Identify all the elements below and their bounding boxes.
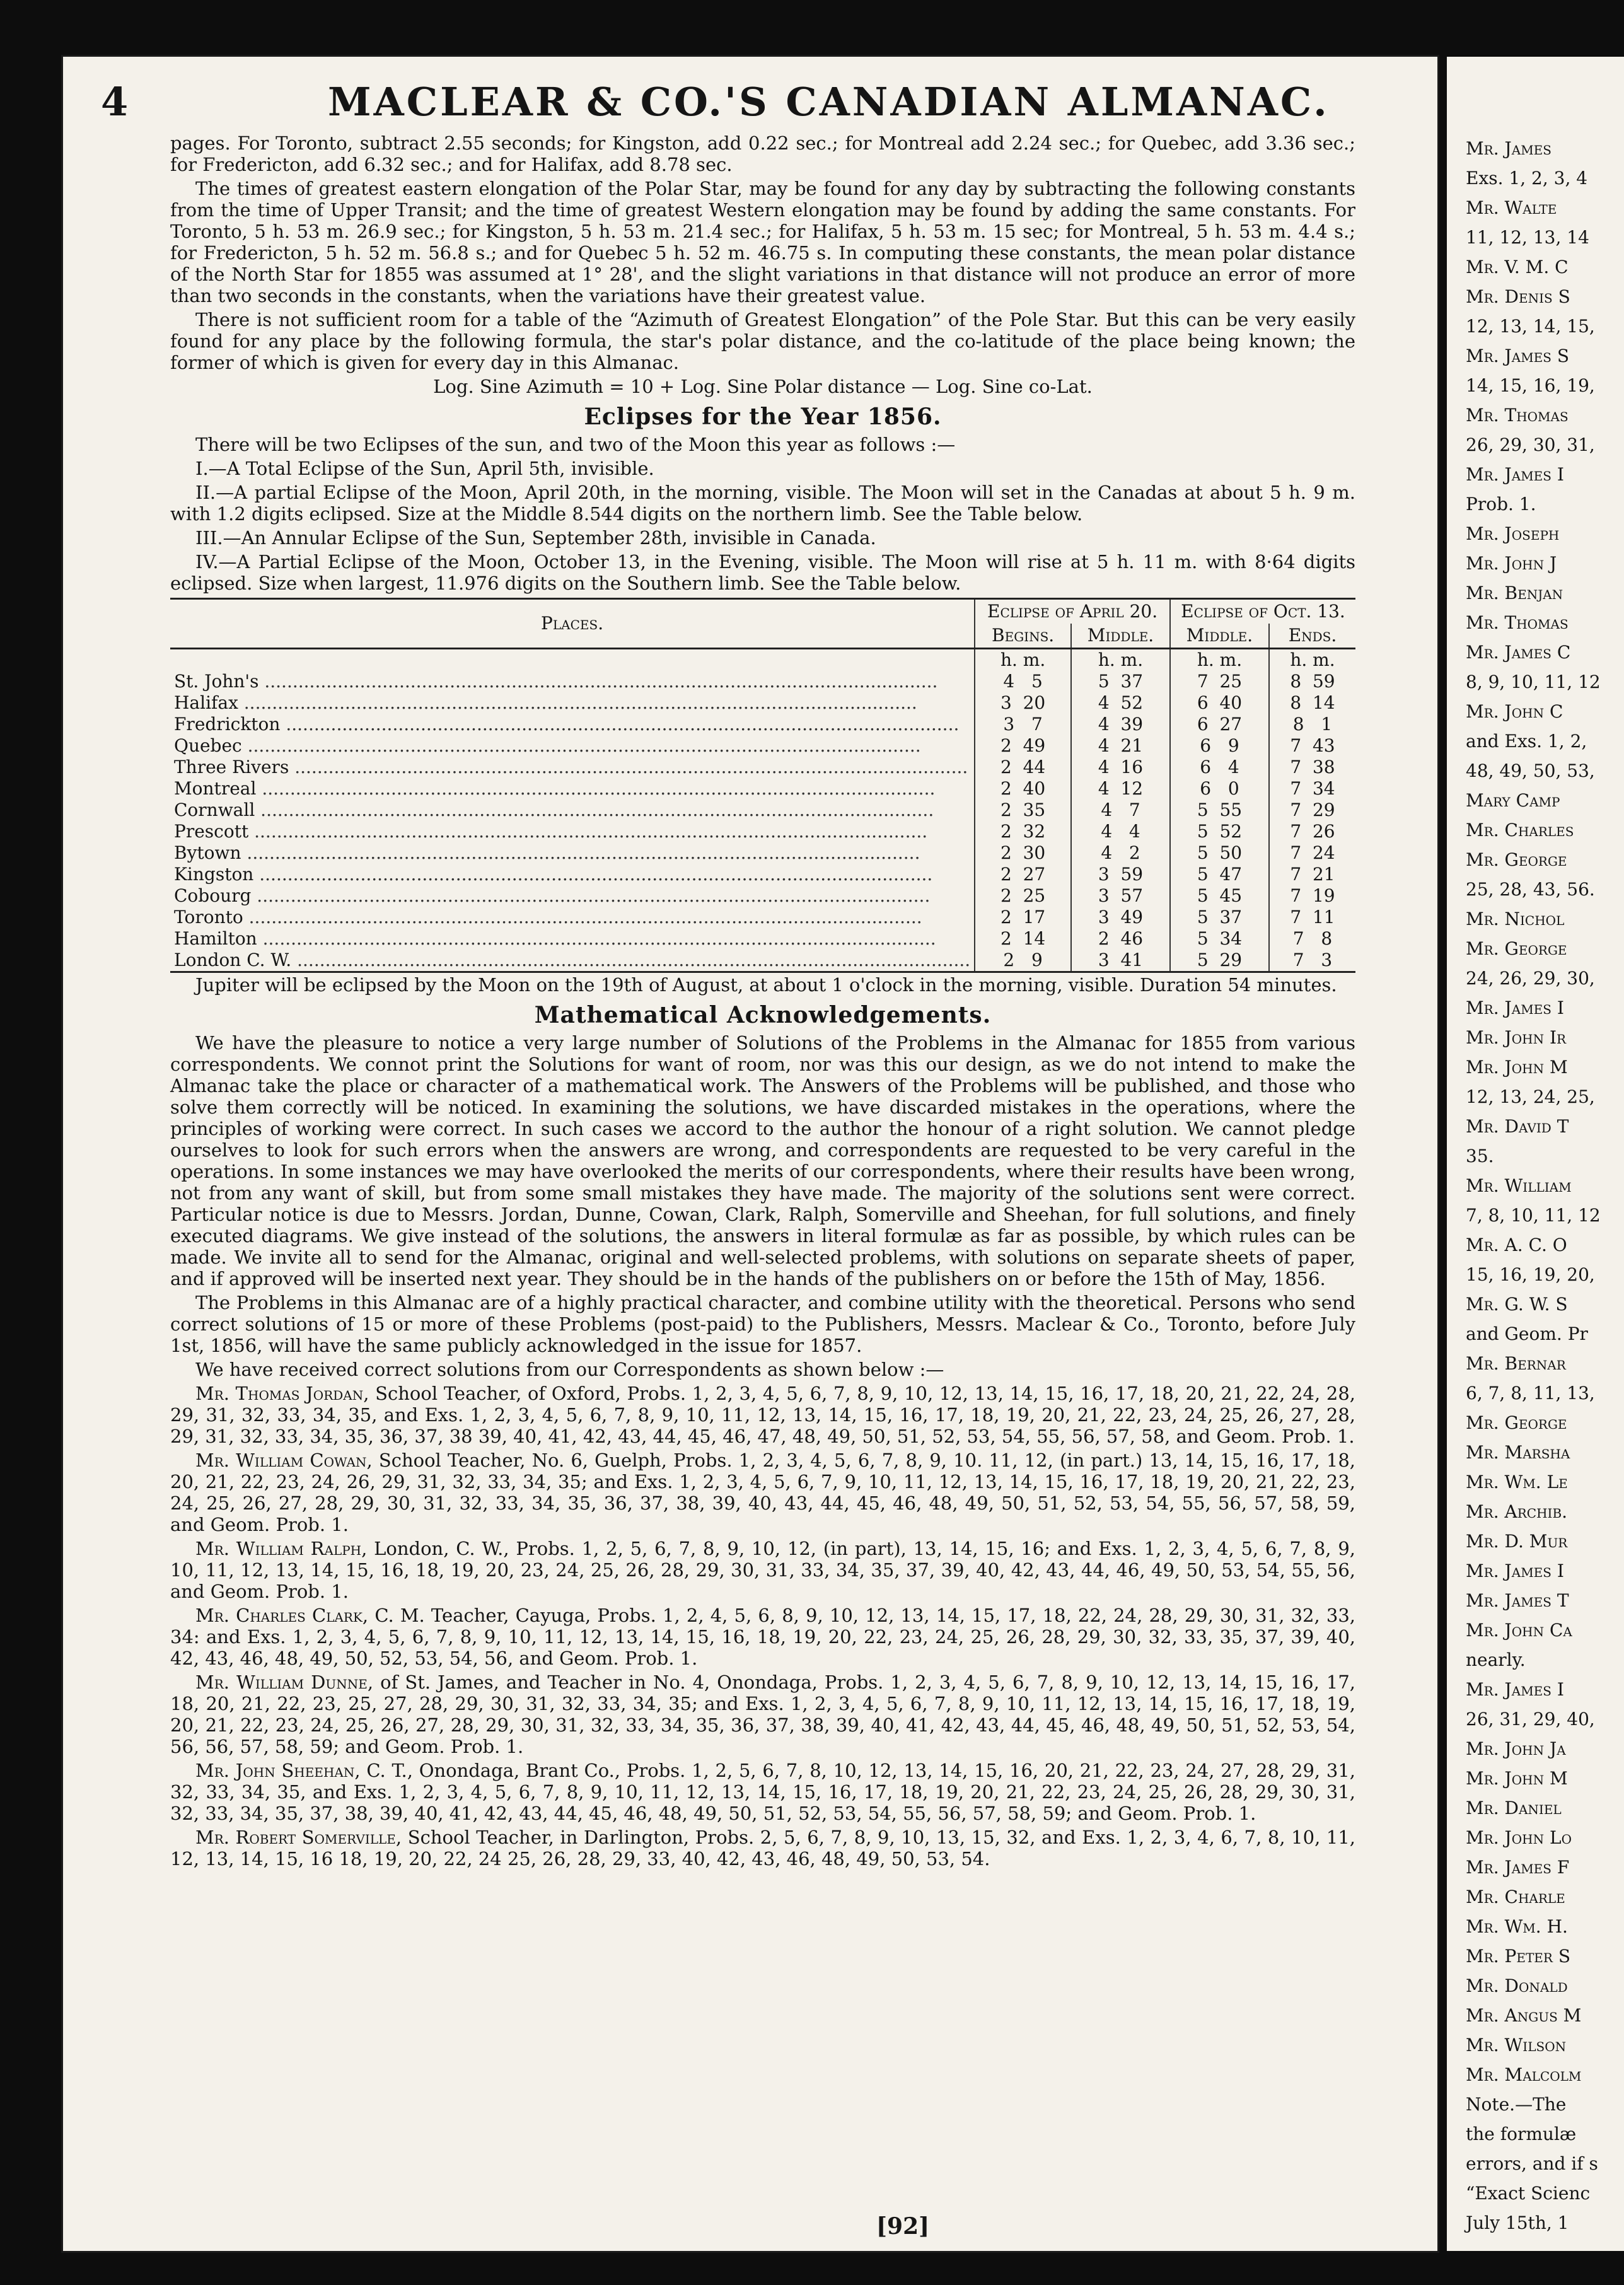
time-cell: 6 9 xyxy=(1170,735,1269,757)
correspondent-name: Mr. Thomas Jordan, xyxy=(195,1383,369,1404)
math-paragraph-1: We have the pleasure to notice a very large number of Solutions of the Problems in the Almanac for 1855 from various correspondents. We connot print the Solutions for want of room, nor was this our design, as we do not intend to make the Almanac take the place or character of a mathematical work. The Answers of the Problems will be published, and those who solve them correctly will be noticed. In examining the solutions, we have discarded mistakes in the operations, where the principles of working were correct. In such cases we accord to the author the honour of a right solution. We cannot pledge ourselves to look for such errors when the answers are wrong, and correspondents are requested to be very careful in the operations. In some instances we may have overlooked the merits of our correspondents, where their results have been wrong, not from any want of skill, but from some small mistakes they have made. The majority of the solutions sent were correct. Particular notice is due to Messrs. Jordan, Dunne, Cowan, Clark, Ralph, Somerville and Sheehan, for full solutions, and finely executed diagrams. We give instead of the solutions, the answers in literal formulæ as far as possible, by which rules can be made. We invite all to send for the Almanac, original and well-selected problems, with solutions on separate sheets of paper, and if approved will be inserted next year. They should be in the hands of the publishers on or before the 15th of May, 1856. xyxy=(170,1032,1355,1289)
right-page-line: Mr. D. Mur xyxy=(1466,1531,1568,1552)
right-page-line: “Exact Scienc xyxy=(1466,2183,1591,2204)
time-cell: 6 0 xyxy=(1170,778,1269,799)
time-cell: 8 1 xyxy=(1269,714,1355,735)
right-page-line: Mr. John M xyxy=(1466,1768,1568,1789)
time-cell: 2 49 xyxy=(975,735,1071,757)
intro-paragraph-2: The times of greatest eastern elongation of the Polar Star, may be found for any day by subtracting the following constants from the time of Upper Transit; and the time of greatest Western elongation may be found by adding the same constants. For Toronto, 5 h. 53 m. 26.9 sec.; for Kingston, 5 h. 53 m. 21.4 sec.; for Halifax, 5 h. 53 m. 15 sec; for Montreal, 5 h. 53 m. 4.4 s.; for Fredericton, 5 h. 52 m. 56.8 s.; and for Quebec 5 h. 52 m. 46.75 s. In computing these constants, the mean polar distance of the North Star for 1855 was assumed at 1° 28', and the slight variations in that distance will not produce an error of more than two seconds in the constants, when the variations have their greatest value. xyxy=(170,178,1355,306)
right-page-line: Mr. Wm. Le xyxy=(1466,1472,1568,1492)
time-cell: 5 45 xyxy=(1170,885,1269,907)
azimuth-formula: Log. Sine Azimuth = 10 + Log. Sine Polar distance — Log. Sine co-Lat. xyxy=(433,376,1093,397)
right-page-line: Mr. Thomas xyxy=(1466,612,1569,633)
right-page-line: 7, 8, 10, 11, 12 xyxy=(1466,1205,1601,1226)
time-cell: 5 37 xyxy=(1071,671,1170,692)
time-cell: 3 20 xyxy=(975,692,1071,714)
right-page-line: Mr. Wilson xyxy=(1466,2035,1567,2055)
correspondent-name: Mr. Robert Somerville, xyxy=(195,1827,402,1848)
right-page-line: Mr. George xyxy=(1466,1412,1567,1433)
eclipse-table-row xyxy=(170,714,1355,735)
eclipse-list xyxy=(170,434,1355,594)
jupiter-note: Jupiter will be eclipsed by the Moon on the 19th of August, at about 1 o'clock in the morning, visible. Duration 54 minutes. xyxy=(195,974,1337,996)
time-cell: 5 29 xyxy=(1170,950,1269,972)
place-name: Fredrickton xyxy=(174,714,281,735)
time-cell: 2 35 xyxy=(975,799,1071,821)
time-cell: 7 26 xyxy=(1269,821,1355,842)
time-cell: 4 5 xyxy=(975,671,1071,692)
leader-dots: ........................................................................................................................ xyxy=(255,799,934,820)
right-page-line: Mr. James C xyxy=(1466,642,1571,663)
right-page-line: 6, 7, 8, 11, 13, xyxy=(1466,1383,1595,1404)
place-name: Halifax xyxy=(174,692,238,713)
leader-dots: ........................................................................................................................ xyxy=(241,842,920,863)
right-page-line: Mr. A. C. O xyxy=(1466,1235,1567,1255)
time-cell: 3 49 xyxy=(1071,907,1170,928)
time-cell: 6 27 xyxy=(1170,714,1269,735)
time-cell: 7 3 xyxy=(1269,950,1355,972)
places-header: Places. xyxy=(541,613,604,634)
right-page-line: Mr. Charle xyxy=(1466,1887,1565,1907)
correspondent-name: Mr. William Ralph, xyxy=(195,1538,368,1559)
right-page-line: Exs. 1, 2, 3, 4 xyxy=(1466,168,1588,189)
eclipse-line: IV.—A Partial Eclipse of the Moon, October 13, in the Evening, visible. The Moon will rise at 5 h. 11 m. with 8·64 digits eclipsed. Size when largest, 11.976 digits on the Southern limb. See the Table below. xyxy=(170,551,1355,594)
correspondent-problems: C. M. Teacher, Cayuga, Probs. 1, 2, 4, 5, 6, 8, 9, 10, 12, 13, 14, 15, 17, 18, 22, 24, 28, 29, 30, 31, 32, 33, 34: and Exs. 1, 2, 3, 4, 5, 6, 7, 8, 9, 10, 11, 12, 13, 14, 15, 16, 18, 19, 20, 22, 23, 24, 25, 26, 28, 29, 30, 32, 33, 35, 37, 39, 40, 42, 43, 46, 48, 49, 50, 52, 53, 54, 56, and Geom. Prob. 1. xyxy=(170,1605,1355,1669)
correspondent-list xyxy=(170,1383,1355,1869)
time-cell: 4 4 xyxy=(1071,821,1170,842)
eclipse-table-row xyxy=(170,864,1355,885)
leader-dots: ........................................................................................................................ xyxy=(251,885,931,906)
leader-dots: ........................................................................................................................ xyxy=(289,757,968,777)
page-marker: [92] xyxy=(876,2213,930,2240)
right-page-line: errors, and if s xyxy=(1466,2153,1598,2174)
math-heading: Mathematical Acknowledgements. xyxy=(534,1002,992,1028)
page-body xyxy=(170,132,1355,1872)
place-name: Bytown xyxy=(174,842,241,863)
time-cell: 5 55 xyxy=(1170,799,1269,821)
october-eclipse-header: Eclipse of Oct. 13. xyxy=(1170,599,1355,624)
correspondent-entry xyxy=(170,1672,1355,1757)
time-cell: 2 44 xyxy=(975,757,1071,778)
right-page-line: Mr. Thomas xyxy=(1466,405,1569,426)
units-label: h. m. xyxy=(1269,649,1355,672)
time-cell: 2 25 xyxy=(975,885,1071,907)
place-name: Montreal xyxy=(174,778,257,799)
leader-dots: ........................................................................................................................ xyxy=(256,778,936,799)
right-page-line: 12, 13, 14, 15, xyxy=(1466,316,1595,337)
leader-dots: ........................................................................................................................ xyxy=(257,928,936,949)
right-page-line: Mr. Daniel xyxy=(1466,1798,1562,1818)
right-page-line: Mr. James I xyxy=(1466,1679,1564,1700)
time-cell: 2 46 xyxy=(1071,928,1170,950)
right-page-line: 12, 13, 24, 25, xyxy=(1466,1086,1595,1107)
time-cell: 3 41 xyxy=(1071,950,1170,972)
right-page-line: nearly. xyxy=(1466,1649,1526,1670)
time-cell: 2 17 xyxy=(975,907,1071,928)
eclipse-table-row xyxy=(170,928,1355,950)
page-number: 4 xyxy=(101,79,129,125)
time-cell: 2 27 xyxy=(975,864,1071,885)
leader-dots: ........................................................................................................................ xyxy=(238,692,917,713)
time-cell: 7 38 xyxy=(1269,757,1355,778)
right-page-line: Mr. John C xyxy=(1466,701,1563,722)
time-cell: 3 57 xyxy=(1071,885,1170,907)
place-name: Toronto xyxy=(174,907,243,927)
right-page-line: 8, 9, 10, 11, 12 xyxy=(1466,672,1601,692)
right-page-line: Mr. William xyxy=(1466,1175,1572,1196)
time-cell: 7 29 xyxy=(1269,799,1355,821)
right-page-line: 26, 31, 29, 40, xyxy=(1466,1709,1595,1730)
place-name: Hamilton xyxy=(174,928,257,949)
right-page-line: the formulæ xyxy=(1466,2124,1577,2144)
math-paragraph-2: The Problems in this Almanac are of a highly practical character, and combine utility with the theoretical. Persons who send correct solutions of 15 or more of these Problems (post-paid) to the Publishers, Messrs. Maclear & Co., Toronto, before July 1st, 1856, will have the same publicly acknowledged in the issue for 1857. xyxy=(170,1292,1355,1356)
begins-header: Begins. xyxy=(975,624,1071,649)
time-cell: 4 12 xyxy=(1071,778,1170,799)
right-page-line: and Exs. 1, 2, xyxy=(1466,731,1587,752)
right-page-line: Mr. Malcolm xyxy=(1466,2064,1582,2085)
eclipse-line: There will be two Eclipses of the sun, and two of the Moon this year as follows :— xyxy=(195,434,956,455)
correspondent-problems: School Teacher, of Oxford, Probs. 1, 2, 3, 4, 5, 6, 7, 8, 9, 10, 12, 13, 14, 15, 16, 17, 18, 20, 21, 22, 24, 28, 29, 31, 32, 33, 34, 35, and Exs. 1, 2, 3, 4, 5, 6, 7, 8, 9, 10, 11, 12, 13, 14, 15, 16, 17, 18, 19, 20, 21, 22, 23, 24, 25, 26, 27, 28, 29, 31, 32, 33, 34, 35, 36, 37, 38 39, 40, 41, 42, 43, 44, 45, 46, 47, 48, 49, 50, 51, 52, 53, 54, 55, 56, 57, 58, and Geom. Prob. 1. xyxy=(170,1383,1355,1447)
eclipse-table-row xyxy=(170,799,1355,821)
time-cell: 3 59 xyxy=(1071,864,1170,885)
leader-dots: ........................................................................................................................ xyxy=(253,864,933,885)
right-page-line: Mr. James S xyxy=(1466,346,1570,366)
time-cell: 7 25 xyxy=(1170,671,1269,692)
right-page-line: Mr. Nichol xyxy=(1466,909,1565,929)
book-gutter xyxy=(1437,57,1447,2251)
time-cell: 6 40 xyxy=(1170,692,1269,714)
right-page-line: Mr. James xyxy=(1466,138,1552,159)
middle-header-april: Middle. xyxy=(1071,624,1170,649)
right-page-line: 15, 16, 19, 20, xyxy=(1466,1264,1595,1285)
correspondent-name: Mr. William Dunne, xyxy=(195,1672,374,1693)
correspondent-entry xyxy=(170,1827,1355,1869)
correspondent-name: Mr. John Sheehan, xyxy=(195,1760,361,1781)
right-page-line: Mr. James I xyxy=(1466,464,1564,485)
right-page-line: Prob. 1. xyxy=(1466,494,1536,515)
time-cell: 7 21 xyxy=(1269,864,1355,885)
right-page-line: Mr. Charles xyxy=(1466,820,1574,840)
time-cell: 4 7 xyxy=(1071,799,1170,821)
place-name: Prescott xyxy=(174,821,249,842)
right-page-line: Mr. Archib. xyxy=(1466,1501,1568,1522)
correspondent-problems: School Teacher, in Darlington, Probs. 2, 5, 6, 7, 8, 9, 10, 13, 15, 32, and Exs. 1, 2, 3, 4, 6, 7, 8, 10, 11, 12, 13, 14, 15, 16 18, 19, 20, 22, 24 25, 26, 28, 29, 33, 40, 42, 43, 46, 48, 49, 50, 53, 54. xyxy=(170,1827,1355,1869)
right-page-line: and Geom. Pr xyxy=(1466,1323,1588,1344)
middle-header-october: Middle. xyxy=(1170,624,1269,649)
right-page-line: Mr. John Lo xyxy=(1466,1827,1572,1848)
correspondent-name: Mr. William Cowan, xyxy=(195,1450,373,1471)
place-name: Three Rivers xyxy=(174,757,289,777)
right-page-line: Mary Camp xyxy=(1466,790,1560,811)
correspondent-entry xyxy=(170,1605,1355,1669)
right-page-line: Mr. James F xyxy=(1466,1857,1570,1878)
place-name: Cobourg xyxy=(174,885,252,906)
time-cell: 5 37 xyxy=(1170,907,1269,928)
eclipse-line: I.—A Total Eclipse of the Sun, April 5th, invisible. xyxy=(195,458,654,479)
correspondent-entry xyxy=(170,1450,1355,1535)
right-page-line: Mr. David T xyxy=(1466,1116,1569,1137)
running-title: MACLEAR & CO.'S CANADIAN ALMANAC. xyxy=(328,79,1330,125)
place-name: London C. W. xyxy=(174,950,292,970)
right-page-line: Mr. James I xyxy=(1466,997,1564,1018)
eclipse-table-row xyxy=(170,671,1355,692)
right-page-line: 26, 29, 30, 31, xyxy=(1466,434,1595,455)
right-page-line: Mr. Peter S xyxy=(1466,1946,1571,1967)
right-page-line: Mr. G. W. S xyxy=(1466,1294,1568,1315)
right-page-line: Mr. Marsha xyxy=(1466,1442,1570,1463)
place-name: Cornwall xyxy=(174,799,255,820)
right-page-line: Mr. George xyxy=(1466,938,1567,959)
time-cell: 5 34 xyxy=(1170,928,1269,950)
right-page-line: Note.—The xyxy=(1466,2094,1567,2115)
time-cell: 5 50 xyxy=(1170,842,1269,864)
right-page-line: 11, 12, 13, 14 xyxy=(1466,227,1589,248)
page-header xyxy=(101,76,1400,132)
eclipse-table-row xyxy=(170,757,1355,778)
place-name: Kingston xyxy=(174,864,254,885)
right-page-line: Mr. John M xyxy=(1466,1057,1568,1078)
right-page-line: Mr. George xyxy=(1466,849,1567,870)
correspondent-problems: School Teacher, No. 6, Guelph, Probs. 1, 2, 3, 4, 5, 6, 7, 8, 9, 10. 11, 12, (in part.) 13, 14, 15, 16, 17, 18, 20, 21, 22, 23, 24, 26, 29, 31, 32, 33, 34, 35; and Exs. 1, 2, 3, 4, 5, 6, 7, 9, 10, 11, 12, 13, 14, 15, 16, 17, 18, 19, 20, 21, 22, 23, 24, 25, 26, 27, 28, 29, 30, 31, 32, 33, 34, 35, 36, 37, 38, 39, 40, 43, 44, 45, 46, 48, 49, 50, 51, 52, 53, 54, 55, 56, 57, 58, 59, and Geom. Prob. 1. xyxy=(170,1450,1355,1535)
time-cell: 7 11 xyxy=(1269,907,1355,928)
right-page-line: 24, 26, 29, 30, xyxy=(1466,968,1595,989)
correspondent-problems: of St. James, and Teacher in No. 4, Onondaga, Probs. 1, 2, 3, 4, 5, 6, 7, 8, 9, 10, 12, 13, 14, 15, 16, 17, 18, 20, 21, 22, 23, 25, 27, 28, 29, 30, 31, 32, 33, 34, 35; and Exs. 1, 2, 3, 4, 5, 6, 7, 8, 9, 10, 11, 12, 13, 14, 15, 16, 17, 18, 19, 20, 21, 22, 23, 24, 25, 26, 27, 28, 29, 30, 31, 32, 33, 34, 35, 36, 37, 38, 39, 40, 41, 42, 43, 44, 45, 46, 48, 49, 50, 51, 52, 53, 54, 56, 56, 57, 58, 59; and Geom. Prob. 1. xyxy=(170,1672,1355,1757)
ends-header: Ends. xyxy=(1269,624,1355,649)
intro-paragraph-3: There is not sufficient room for a table of the “Azimuth of Greatest Elongation” of the Pole Star. But this can be very easily found for any place by the following formula, the star's polar distance, and the co-latitude of the place being known; the former of which is given for every day in this Almanac. xyxy=(170,309,1355,373)
right-page-line: Mr. James T xyxy=(1466,1590,1569,1611)
right-page-line: Mr. James I xyxy=(1466,1561,1564,1581)
leader-dots: ........................................................................................................................ xyxy=(258,671,938,692)
eclipse-table-row xyxy=(170,950,1355,972)
leader-dots: ........................................................................................................................ xyxy=(291,950,971,970)
leader-dots: ........................................................................................................................ xyxy=(243,907,922,927)
time-cell: 4 52 xyxy=(1071,692,1170,714)
time-cell: 6 4 xyxy=(1170,757,1269,778)
eclipse-table xyxy=(170,598,1355,973)
time-cell: 8 14 xyxy=(1269,692,1355,714)
correspondent-problems: London, C. W., Probs. 1, 2, 5, 6, 7, 8, 9, 10, 12, (in part), 13, 14, 15, 16; and Exs. 1, 2, 3, 4, 5, 6, 7, 8, 9, 10, 11, 12, 13, 14, 15, 16, 18, 19, 20, 23, 24, 25, 26, 28, 29, 30, 31, 33, 34, 35, 37, 39, 40, 42, 43, 44, 46, 49, 50, 53, 54, 55, 56, and Geom. Prob. 1. xyxy=(170,1538,1355,1602)
time-cell: 4 2 xyxy=(1071,842,1170,864)
time-cell: 7 8 xyxy=(1269,928,1355,950)
time-cell: 2 30 xyxy=(975,842,1071,864)
right-page-fragment xyxy=(1447,57,1624,2251)
time-cell: 2 14 xyxy=(975,928,1071,950)
right-page-line: Mr. Denis S xyxy=(1466,286,1570,307)
units-label: h. m. xyxy=(1170,649,1269,672)
time-cell: 7 24 xyxy=(1269,842,1355,864)
correspondent-entry xyxy=(170,1538,1355,1602)
right-page-line: Mr. Bernar xyxy=(1466,1353,1566,1374)
eclipse-table-row xyxy=(170,821,1355,842)
time-cell: 2 40 xyxy=(975,778,1071,799)
right-page-line: Mr. Wm. H. xyxy=(1466,1916,1568,1937)
units-label: h. m. xyxy=(1071,649,1170,672)
time-cell: 7 43 xyxy=(1269,735,1355,757)
eclipse-table-row xyxy=(170,842,1355,864)
place-name: Quebec xyxy=(174,735,242,756)
time-cell: 4 21 xyxy=(1071,735,1170,757)
right-page-line: July 15th, 1 xyxy=(1466,2212,1569,2233)
eclipse-table-row xyxy=(170,907,1355,928)
correspondent-name: Mr. Charles Clark, xyxy=(195,1605,369,1626)
time-cell: 5 52 xyxy=(1170,821,1269,842)
intro-paragraph-1: pages. For Toronto, subtract 2.55 seconds; for Kingston, add 0.22 sec.; for Montreal add 2.24 sec.; for Quebec, add 3.36 sec.; for Fredericton, add 6.32 sec.; and for Halifax, add 8.78 sec. xyxy=(170,132,1355,175)
eclipses-heading: Eclipses for the Year 1856. xyxy=(584,404,942,430)
leader-dots: ........................................................................................................................ xyxy=(248,821,928,842)
right-page-line: Mr. Benjan xyxy=(1466,583,1563,603)
time-cell: 7 19 xyxy=(1269,885,1355,907)
units-label: h. m. xyxy=(975,649,1071,672)
right-page-line: Mr. V. M. C xyxy=(1466,257,1569,277)
correspondent-entry xyxy=(170,1760,1355,1824)
right-page-line: Mr. John Ir xyxy=(1466,1027,1567,1048)
right-page-line: Mr. Joseph xyxy=(1466,523,1560,544)
eclipse-table-row xyxy=(170,692,1355,714)
right-page-line: 14, 15, 16, 19, xyxy=(1466,375,1595,396)
right-page-line: Mr. John Ja xyxy=(1466,1738,1566,1759)
correspondent-entry xyxy=(170,1383,1355,1447)
time-cell: 5 47 xyxy=(1170,864,1269,885)
april-eclipse-header: Eclipse of April 20. xyxy=(975,599,1170,624)
eclipse-line: II.—A partial Eclipse of the Moon, April 20th, in the morning, visible. The Moon will set in the Canadas at about 5 h. 9 m. with 1.2 digits eclipsed. Size at the Middle 8.544 digits on the northern limb. See the Table below. xyxy=(170,482,1355,525)
leader-dots: ........................................................................................................................ xyxy=(280,714,960,735)
time-cell: 4 16 xyxy=(1071,757,1170,778)
left-page xyxy=(63,57,1437,2251)
time-cell: 2 32 xyxy=(975,821,1071,842)
math-paragraph-3: We have received correct solutions from our Correspondents as shown below :— xyxy=(195,1359,944,1380)
time-cell: 4 39 xyxy=(1071,714,1170,735)
place-name: St. John's xyxy=(174,671,259,692)
eclipse-line: III.—An Annular Eclipse of the Sun, September 28th, invisible in Canada. xyxy=(195,527,876,549)
right-page-line: 35. xyxy=(1466,1146,1494,1166)
right-page-line: 25, 28, 43, 56. xyxy=(1466,879,1595,900)
time-cell: 7 34 xyxy=(1269,778,1355,799)
right-page-line: Mr. Donald xyxy=(1466,1975,1568,1996)
leader-dots: ........................................................................................................................ xyxy=(241,735,921,756)
right-page-line: Mr. John J xyxy=(1466,553,1557,574)
time-cell: 3 7 xyxy=(975,714,1071,735)
eclipse-table-row xyxy=(170,778,1355,799)
right-page-line: 48, 49, 50, 53, xyxy=(1466,760,1595,781)
right-page-line: Mr. Walte xyxy=(1466,197,1557,218)
time-cell: 8 59 xyxy=(1269,671,1355,692)
correspondent-problems: C. T., Onondaga, Brant Co., Probs. 1, 2, 5, 6, 7, 8, 10, 12, 13, 14, 15, 16, 20, 21, 22, 23, 24, 27, 28, 29, 31, 32, 33, 34, 35, and Exs. 1, 2, 3, 4, 5, 6, 7, 8, 9, 10, 11, 12, 13, 14, 15, 16, 17, 18, 19, 20, 21, 22, 23, 24, 25, 26, 28, 29, 30, 31, 32, 33, 34, 35, 37, 38, 39, 40, 41, 42, 43, 44, 45, 46, 48, 49, 50, 51, 52, 53, 54, 55, 56, 57, 58, 59; and Geom. Prob. 1. xyxy=(170,1760,1355,1824)
eclipse-table-row xyxy=(170,735,1355,757)
eclipse-table-row xyxy=(170,885,1355,907)
right-page-line: Mr. John Ca xyxy=(1466,1620,1572,1641)
right-page-line: Mr. Angus M xyxy=(1466,2005,1582,2026)
time-cell: 2 9 xyxy=(975,950,1071,972)
